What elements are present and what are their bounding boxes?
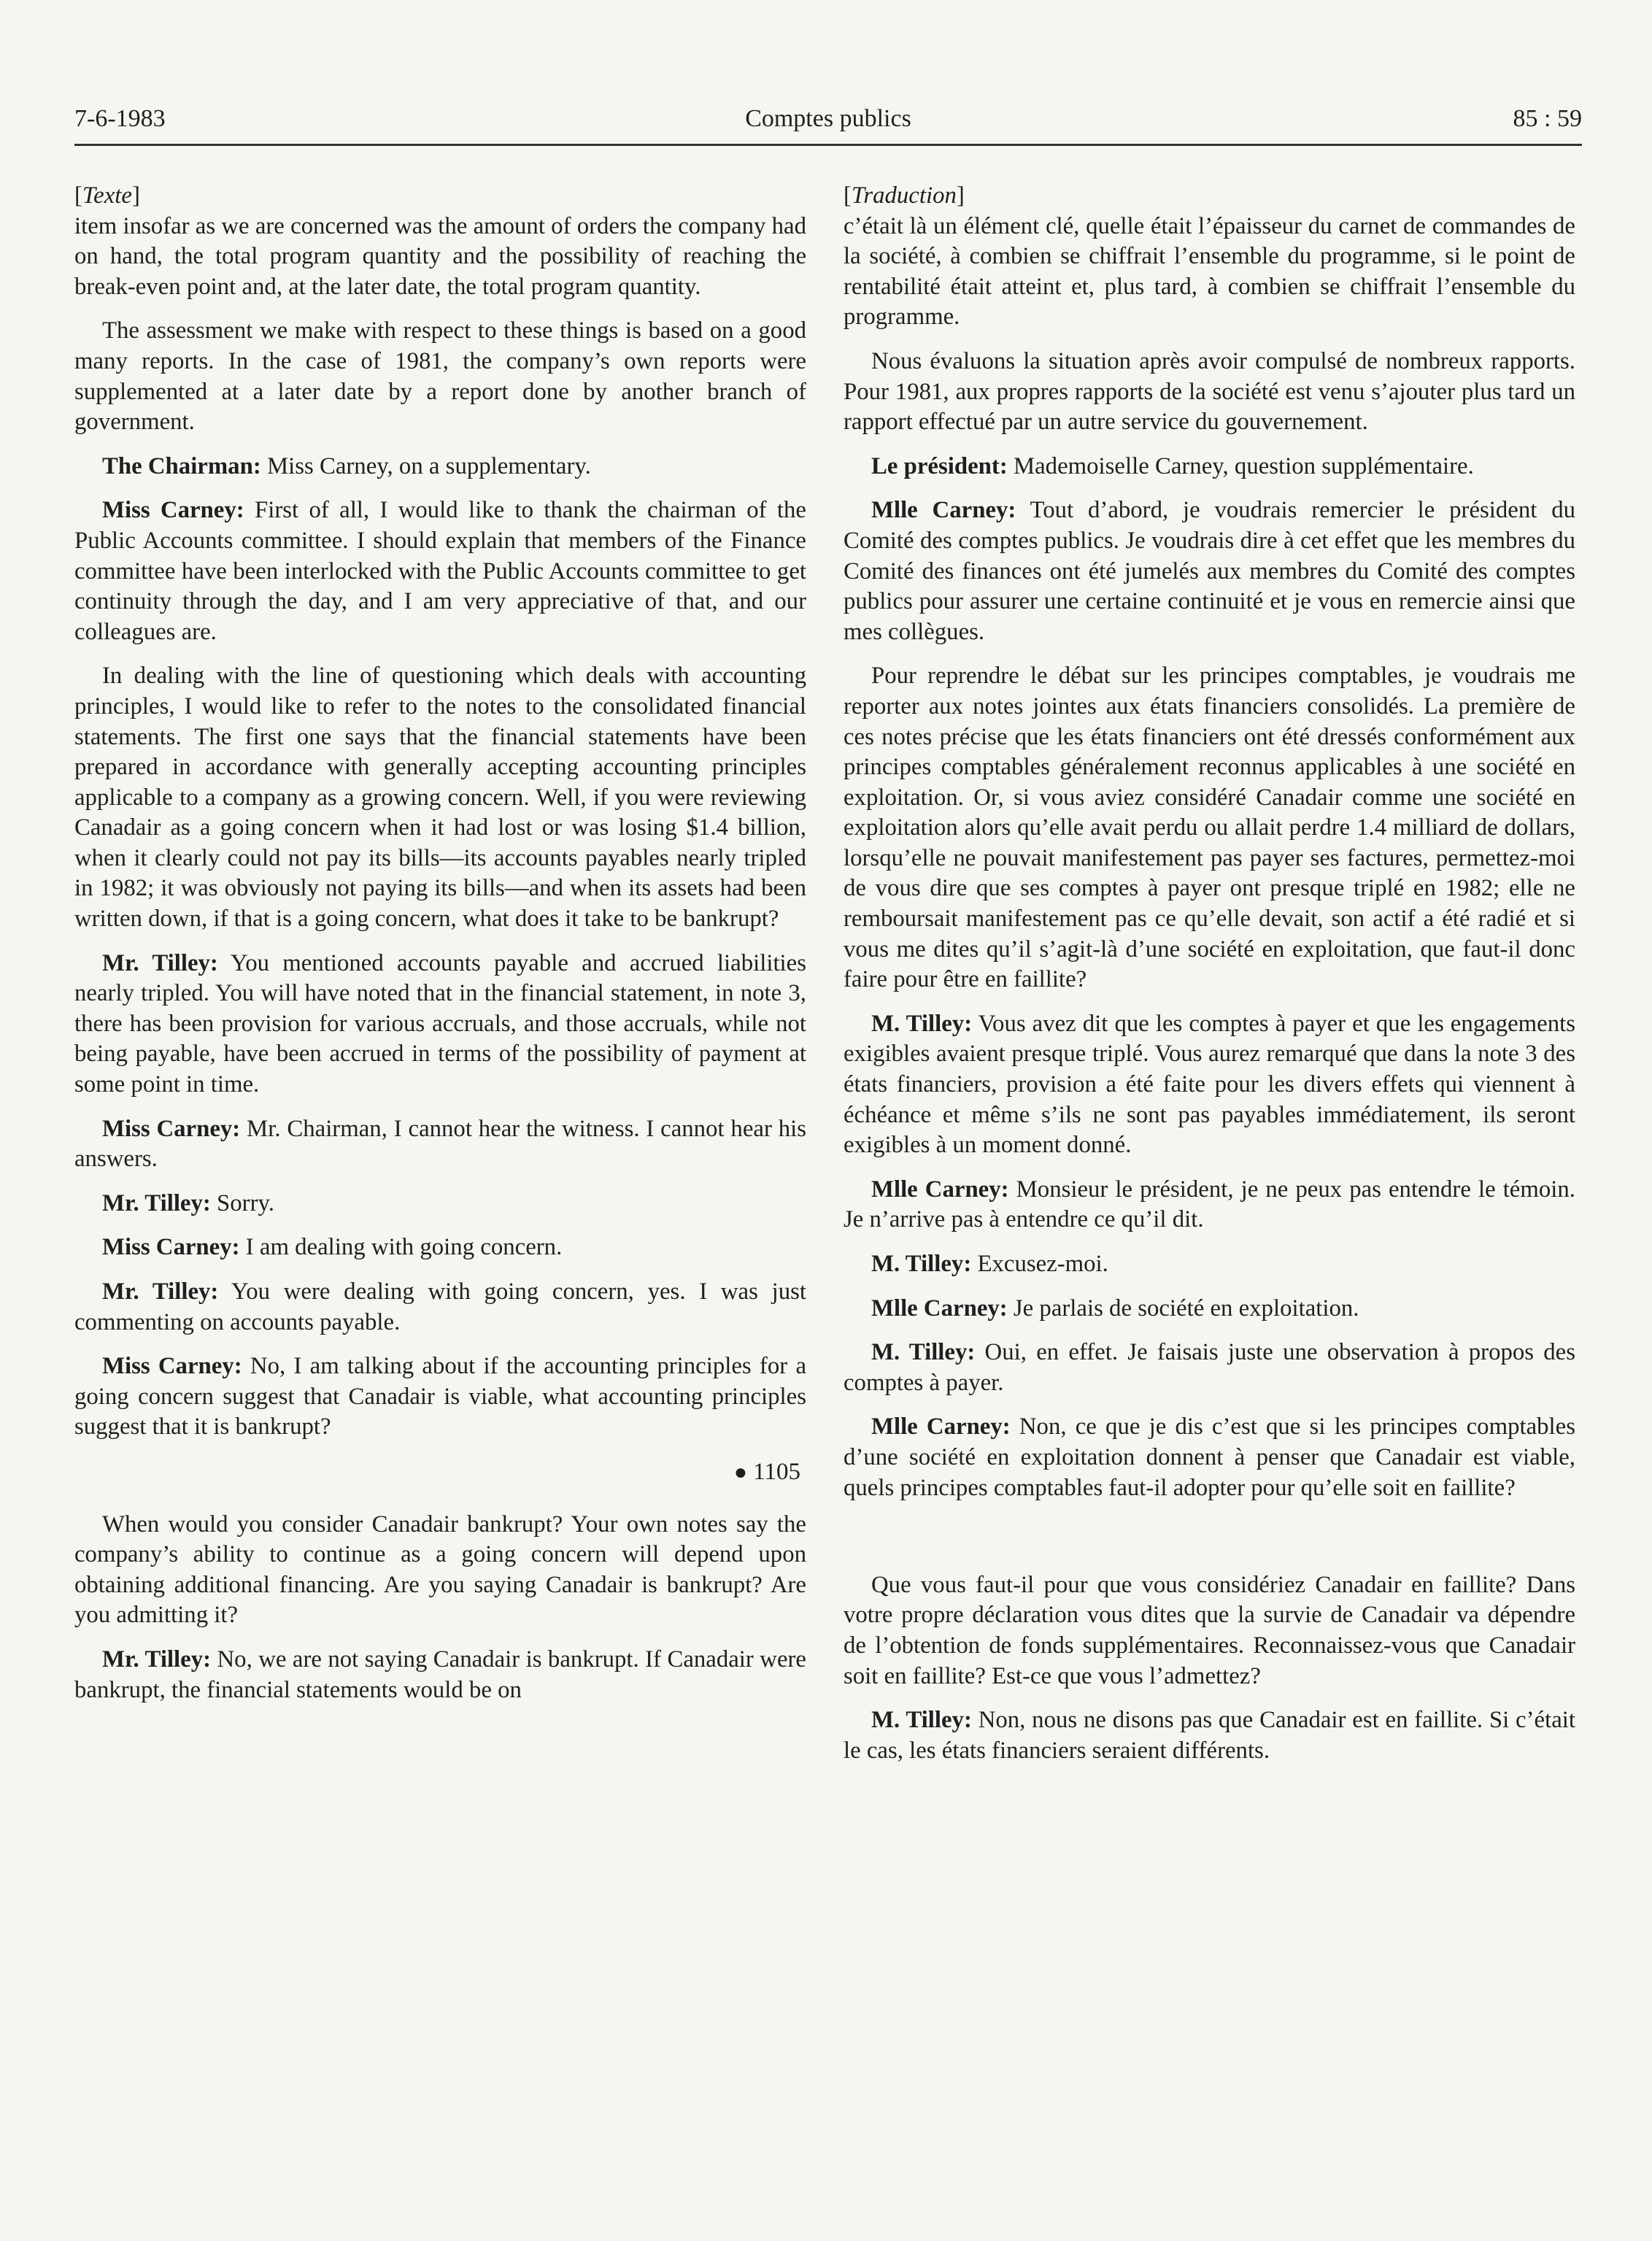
speaker-name: Miss Carney: bbox=[102, 1353, 242, 1380]
speech: M. Tilley: Oui, en effet. Je faisais juste une observation à propos des comptes à payer. bbox=[844, 1339, 1575, 1396]
french-column bbox=[844, 181, 1575, 1780]
speaker-name: M. Tilley: bbox=[871, 1339, 976, 1366]
paragraph: Que vous faut-il pour que vous considériez Canadair en faillite? Dans votre propre déclaration vous dites que la survie de Canadair va dépendre de l’obtention de fonds supplémentaires. Reconnaissez-vous que Canadair soit en faillite? Est-ce que vous l’admettez? bbox=[844, 1571, 1575, 1689]
speaker-name: Miss Carney: bbox=[102, 497, 244, 524]
speech: Mlle Carney: Non, ce que je dis c’est que si les principes comptables d’une société en exploitation donnent à penser que Canadair est viable, quels principes comptables faut-il adopter pour qu’elle soit en faillite? bbox=[844, 1413, 1575, 1501]
speaker-name: M. Tilley: bbox=[871, 1010, 973, 1037]
speech: Mr. Tilley: Sorry. bbox=[102, 1189, 274, 1216]
speech: Mlle Carney: Je parlais de société en exploitation. bbox=[871, 1295, 1359, 1322]
language-label: [Texte] bbox=[74, 182, 140, 209]
speech: M. Tilley: Vous avez dit que les comptes à payer et que les engagements exigibles avaient presque triplé. Vous aurez remarqué que dans la note 3 des états financiers, provision a été faite pour les divers effets qui viennent à échéance et même s’ils ne sont pas payables immédiatement, ils seront exigibles à un moment donné. bbox=[844, 1010, 1576, 1159]
paragraph: When would you consider Canadair bankrupt? Your own notes say the company’s ability to continue as a going concern will depend upon obtaining additional financing. Are you saying Canadair is bankrupt? Are you admitting it? bbox=[74, 1511, 806, 1629]
header-page-number: 85 : 59 bbox=[1513, 105, 1582, 132]
header-date: 7-6-1983 bbox=[74, 105, 166, 132]
paragraph: The assessment we make with respect to these things is based on a good many reports. In the case of 1981, the company’s own reports were supplemented at a later date by a report done by another branch of government. bbox=[74, 317, 806, 436]
header-rule bbox=[74, 144, 1582, 146]
header-title: Comptes publics bbox=[745, 105, 911, 132]
speaker-name: Mr. Tilley: bbox=[102, 1646, 212, 1673]
paragraph: In dealing with the line of questioning which deals with accounting principles, I would like to refer to the notes to the consolidated financial statements. The first one says that the financial statements have been prepared in accordance with generally accepting accounting principles applicable to a company as a growing concern. Well, if you were reviewing Canadair as a going concern when it had lost or was losing $1.4 billion, when it clearly could not pay its bills—its accounts payables nearly tripled in 1982; it was obviously not paying its bills—and when its assets had been written down, if that is a going concern, what does it take to be bankrupt? bbox=[74, 663, 806, 933]
speech: Le président: Mademoiselle Carney, question supplémentaire. bbox=[871, 452, 1474, 479]
speech: Miss Carney: First of all, I would like to thank the chairman of the Public Accounts committee. I should explain that members of the Finance committee have been interlocked with the Public Accounts committee to get continuity through the day, and I am very appreciative of that, and our colleagues are. bbox=[74, 497, 806, 645]
speaker-name: Mr. Tilley: bbox=[102, 949, 218, 976]
speaker-name: Mlle Carney: bbox=[871, 1413, 1011, 1440]
speech: M. Tilley: Non, nous ne disons pas que Canadair est en faillite. Si c’était le cas, les états financiers seraient différents. bbox=[844, 1707, 1575, 1764]
speech: Mr. Tilley: You were dealing with going concern, yes. I was just commenting on accounts payable. bbox=[74, 1278, 806, 1335]
paragraph: Pour reprendre le débat sur les principes comptables, je voudrais me reporter aux notes jointes aux états financiers consolidés. La première de ces notes précise que les états financiers ont été dressés conformément aux principes comptables généralement reconnus applicables à une société en exploitation. Or, si vous aviez considéré Canadair comme une société en exploitation alors qu’elle avait perdu ou allait perdre 1.4 milliard de dollars, lorsqu’elle ne pouvait manifestement pas payer ses factures, permettez-moi de vous dire que ses comptes à payer ont presque triplé en 1982; elle ne remboursait manifestement pas ce qu’elle devait, son actif a été radié et si vous me dites qu’il s’agit-là d’une société en exploitation, que faut-il donc faire pour être en faillite? bbox=[844, 663, 1575, 993]
speaker-name: Le président: bbox=[871, 452, 1008, 479]
time-marker: ● 1105 bbox=[733, 1458, 800, 1485]
speaker-name: Miss Carney: bbox=[102, 1234, 240, 1261]
bullet-icon: ● bbox=[733, 1459, 747, 1484]
speech: Miss Carney: Mr. Chairman, I cannot hear the witness. I cannot hear his answers. bbox=[74, 1115, 806, 1173]
language-label: [Traduction] bbox=[844, 182, 965, 209]
speech: Mlle Carney: Monsieur le président, je ne peux pas entendre le témoin. Je n’arrive pas à entendre ce qu’il dit. bbox=[844, 1176, 1575, 1233]
speaker-name: M. Tilley: bbox=[871, 1707, 972, 1734]
speech: Mlle Carney: Tout d’abord, je voudrais remercier le président du Comité des comptes publics. Je voudrais dire à cet effet que les membres du Comité des finances ont été jumelés aux membres du Comité des comptes publics pour assurer une certaine continuité et je vous en remercie ainsi que mes collègues. bbox=[844, 497, 1575, 645]
paragraph: c’était là un élément clé, quelle était l’épaisseur du carnet de commandes de la société, à combien se chiffrait l’ensemble du programme, si le point de rentabilité était atteint et, plus tard, à combien se chiffrait l’ensemble du programme. bbox=[844, 212, 1575, 331]
speaker-name: Mr. Tilley: bbox=[102, 1278, 219, 1305]
speaker-name: Mr. Tilley: bbox=[102, 1189, 211, 1216]
page-header bbox=[74, 102, 1582, 140]
paragraph: item insofar as we are concerned was the amount of orders the company had on hand, the total program quantity and the possibility of reaching the break-even point and, at the later date, the total program quantity. bbox=[74, 212, 806, 300]
speech: Miss Carney: No, I am talking about if the accounting principles for a going concern suggest that Canadair is viable, what accounting principles suggest that it is bankrupt? bbox=[74, 1353, 807, 1440]
speaker-name: Mlle Carney: bbox=[871, 497, 1016, 524]
speech: Mr. Tilley: You mentioned accounts payable and accrued liabilities nearly tripled. You will have noted that in the financial statement, in note 3, there has been provision for various accruals, and those accruals, while not being payable, have been accrued in terms of the possibility of payment at some point in time. bbox=[74, 949, 806, 1098]
speaker-name: Miss Carney: bbox=[102, 1115, 241, 1142]
speaker-name: Mlle Carney: bbox=[871, 1176, 1009, 1203]
speaker-name: The Chairman: bbox=[102, 452, 261, 479]
paragraph: Nous évaluons la situation après avoir compulsé de nombreux rapports. Pour 1981, aux propres rapports de la société est venu s’ajouter plus tard un rapport effectué par un autre service du gouvernement. bbox=[844, 347, 1575, 436]
speech: Mr. Tilley: No, we are not saying Canadair is bankrupt. If Canadair were bankrupt, the financial statements would be on bbox=[74, 1646, 806, 1703]
speech: Miss Carney: I am dealing with going concern. bbox=[102, 1234, 563, 1261]
speaker-name: Mlle Carney: bbox=[871, 1295, 1008, 1322]
speech: The Chairman: Miss Carney, on a supplementary. bbox=[102, 452, 591, 479]
speech: M. Tilley: Excusez-moi. bbox=[871, 1251, 1108, 1277]
english-column bbox=[74, 181, 806, 1719]
speaker-name: M. Tilley: bbox=[871, 1251, 972, 1277]
